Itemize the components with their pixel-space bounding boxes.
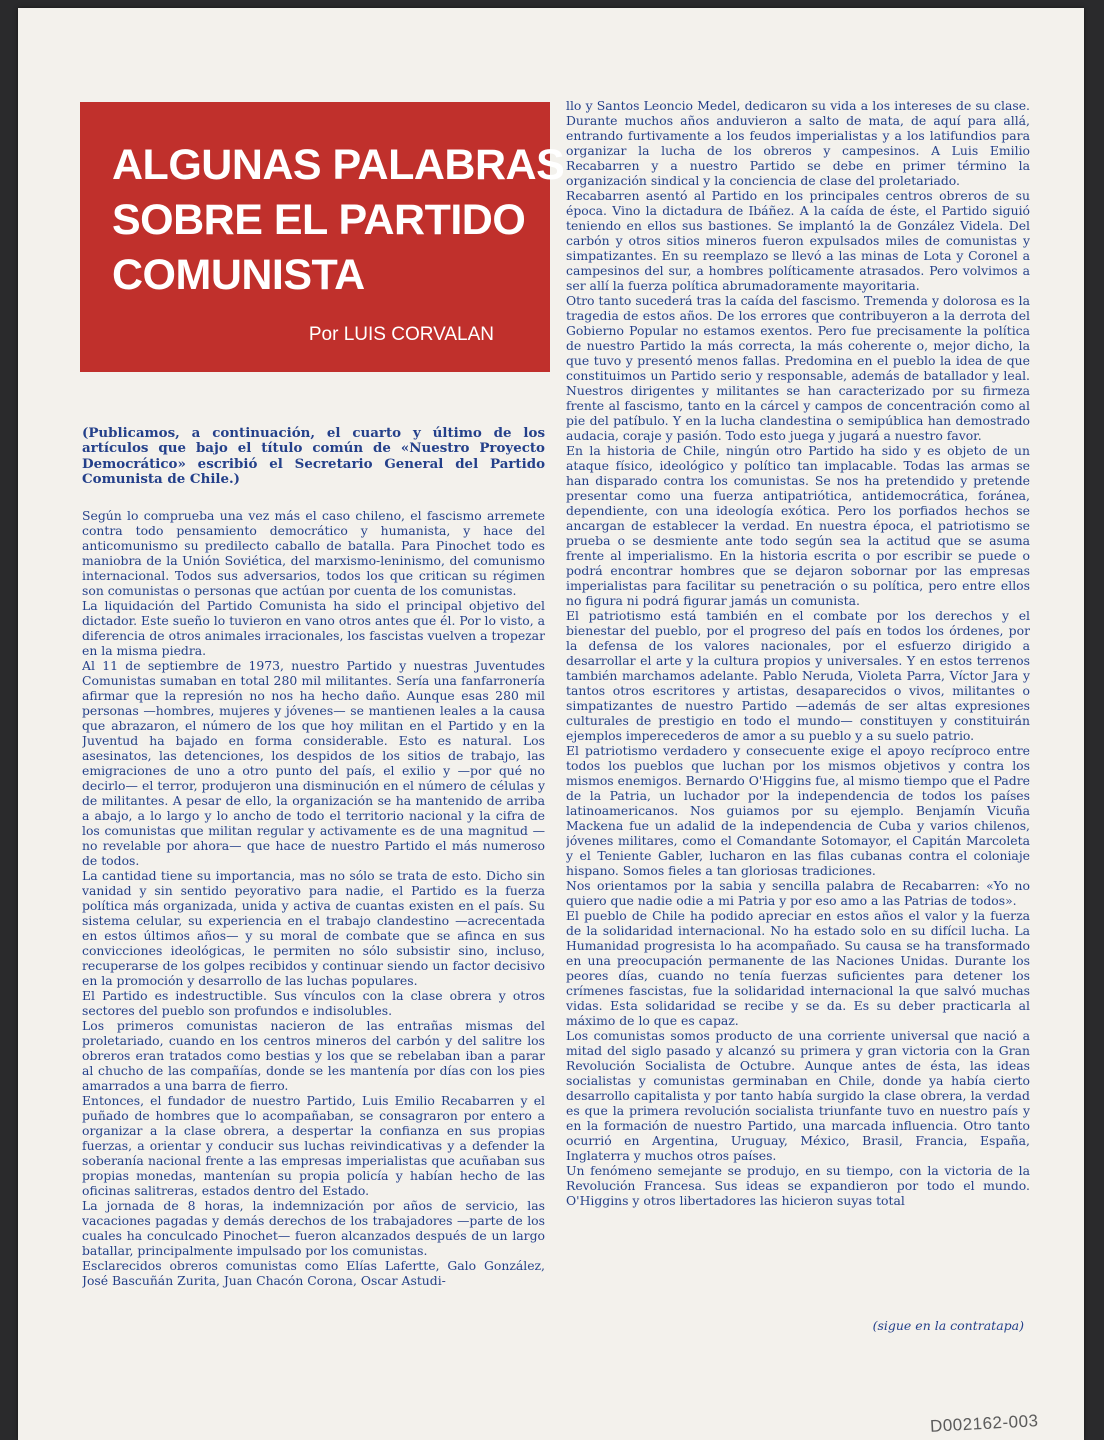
body-paragraph: llo y Santos Leoncio Medel, dedicaron su vida a los intereses de su clase. Durante muchos años anduvieron a salto de mata, de aquí para allá, entrando furtivamente a los feudos imperialistas y a los latifundios para organizar la lucha de los obreros y campesinos. A Luis Emilio Recabarren y a nuestro Partido se debe en primer término la organización sindical y la conciencia de clase del proletariado.: [566, 98, 1030, 188]
body-paragraph: La cantidad tiene su importancia, mas no sólo se trata de esto. Dicho sin vanidad y sin sentido peyorativo para nadie, el Partido es la fuerza política más organizada, unida y activa de cuantas existen en el país. Su sistema celular, su experiencia en el trabajo clandestino —acrecentada en estos últimos años— y su moral de combate que se afinca en sus convicciones ideológicas, le permiten no sólo subsistir sino, incluso, recuperarse de los golpes recibidos y continuar siendo un factor decisivo en la promoción y desarrollo de las luchas populares.: [82, 867, 545, 988]
body-paragraph: Entonces, el fundador de nuestro Partido, Luis Emilio Recabarren y el puñado de hombres que lo acompañaban, se consagraron por entero a organizar a la clase obrera, a despertar la confianza en sus propias fuerzas, a orientar y conducir sus luchas reivindicativas y a defender la soberanía nacional frente a las empresas imperialistas que acuñaban sus propias monedas, mantenían su propia policía y habían hecho de las oficinas salitreras, estados dentro del Estado.: [82, 1092, 545, 1198]
left-column: [82, 426, 545, 1326]
title-banner: [80, 102, 565, 372]
body-paragraph: Recabarren asentó al Partido en los principales centros obreros de su época. Vino la dictadura de Ibáñez. A la caída de éste, el Partido siguió teniendo en ellos sus bastiones. Se implantó la de González Videla. Del carbón y otros sitios mineros fueron expulsados miles de comunistas y simpatizantes. En su reemplazo se llevó a las minas de Lota y Coronel a campesinos del sur, a hombres políticamente atrasados. Pero volvimos a ser allí la fuerza política abrumadoramente mayoritaria.: [566, 188, 1030, 293]
document-page: [18, 8, 1084, 1440]
title-line: COMUNISTA: [112, 251, 365, 299]
body-paragraph: Un fenómeno semejante se produjo, en su tiempo, con la victoria de la Revolución Francesa. Sus ideas se expandieron por todo el mundo. O'Higgins y otros libertadores las hicieron suyas total: [566, 1163, 1030, 1208]
body-paragraph: La liquidación del Partido Comunista ha sido el principal objetivo del dictador. Este sueño lo tuvieron en vano otros antes que él. Por lo visto, a diferencia de otros animales irracionales, los fascistas vuelven a tropezar en la misma piedra.: [82, 597, 545, 658]
body-paragraph: En la historia de Chile, ningún otro Partido ha sido y es objeto de un ataque físico, ideológico y político tan implacable. Todas las armas se han disparado contra los comunistas. Se nos ha pretendido y pretende presentar como una fuerza antipatriótica, antidemocrática, foránea, dependiente, con una ideología exótica. Pero los porfiados hechos se ancargan de establecer la verdad. En nuestra época, el patriotismo se prueba o se desmiente ante todo según sea la actitud que se asuma frente al imperialismo. En la historia escrita o por escribir se puede o podrá encontrar hombres que se dejaron sobornar por las empresas imperialistas para facilitar su penetración o su política, pero entre ellos no figura ni podrá figurar jamás un comunista.: [566, 443, 1030, 608]
right-column: [566, 98, 1030, 1328]
continued-note: (sigue en la contratapa): [872, 1318, 1024, 1333]
body-paragraph: Otro tanto sucederá tras la caída del fascismo. Tremenda y dolorosa es la tragedia de estos años. De los errores que contribuyeron a la derrota del Gobierno Popular no estamos exentos. Pero fue precisamente la política de nuestro Partido la más correcta, la más coherente o, mejor dicho, la que tuvo y presentó menos fallas. Predomina en el pueblo la idea de que constituimos un Partido serio y responsable, además de batallador y leal. Nuestros dirigentes y militantes se han caracterizado por su firmeza frente al fascismo, tanto en la cárcel y campos de concentración como al pie del patíbulo. Y en la lucha clandestina o semipública han demostrado audacia, coraje y pasión. Todo esto juega y jugará a nuestro favor.: [566, 293, 1030, 443]
title-line: ALGUNAS PALABRAS: [112, 141, 565, 189]
body-paragraph: El Partido es indestructible. Sus vínculos con la clase obrera y otros sectores del pueblo son profundos e indisolubles.: [82, 987, 545, 1018]
title-line: SOBRE EL PARTIDO: [112, 196, 526, 244]
body-paragraph: Los comunistas somos producto de una corriente universal que nació a mitad del siglo pasado y alcanzó su primera y gran victoria con la Gran Revolución Socialista de Octubre. Aunque antes de ésta, las ideas socialistas y comunistas germinaban en Chile, donde ya había cierto desarrollo capitalista y por tanto había surgido la clase obrera, la verdad es que la primera revolución socialista triunfante tuvo en nuestro país y en la formación de nuestro Partido, una marcada influencia. Otro tanto ocurrió en Argentina, Uruguay, México, Brasil, Francia, España, Inglaterra y muchos otros países.: [566, 1028, 1030, 1163]
catalog-number: D002162-003: [929, 1411, 1039, 1436]
body-paragraph: Esclarecidos obreros comunistas como Elías Lafertte, Galo González, José Bascuñán Zurita, Juan Chacón Corona, Oscar Astudi-: [82, 1257, 545, 1288]
body-paragraph: El patriotismo está también en el combate por los derechos y el bienestar del pueblo, por el progreso del país en todos los órdenes, por la defensa de los valores nacionales, por el esfuerzo dirigido a desarrollar el arte y la cultura propios y universales. Y en estos terrenos también marchamos adelante. Pablo Neruda, Violeta Parra, Víctor Jara y tantos otros escritores y artistas, desaparecidos o vivos, militantes o simpatizantes de nuestro Partido —además de ser altas expresiones culturales de prestigio en todo el mundo— constituyen y constituirán ejemplos imperecederos de amor a su pueblo y a su suelo patrio.: [566, 608, 1030, 743]
right-paragraphs: [566, 98, 1030, 1208]
body-paragraph: El patriotismo verdadero y consecuente exige el apoyo recíproco entre todos los pueblos que luchan por los mismos objetivos y contra los mismos enemigos. Bernardo O'Higgins fue, al mismo tiempo que el Padre de la Patria, un luchador por la independencia de todos los países latinoamericanos. Nos guiamos por su ejemplo. Benjamín Vicuña Mackena fue un adalid de la independencia de Cuba y varios chilenos, jóvenes militares, como el Comandante Sotomayor, el Capitán Marcoleta y el Teniente Gabler, lucharon en las filas cubanas contra el coloniaje hispano. Somos fieles a tan gloriosas tradiciones.: [566, 743, 1030, 878]
body-paragraph: Al 11 de septiembre de 1973, nuestro Partido y nuestras Juventudes Comunistas sumaban en total 280 mil militantes. Sería una fanfarronería afirmar que la represión no nos ha hecho daño. Aunque esas 280 mil personas —hombres, mujeres y jóvenes— se mantienen leales a la causa que abrazaron, el número de los que hoy militan en el Partido y en la Juventud ha bajado en forma considerable. Esto es natural. Los asesinatos, las detenciones, los despidos de los sitios de trabajo, las emigraciones de uno a otro punto del país, el exilio y —por qué no decirlo— el terror, produjeron una disminución en el número de células y de militantes. A pesar de ello, la organización se ha mantenido de arriba a abajo, a lo largo y lo ancho de todo el territorio nacional y la cifra de los comunistas que militan regular y activamente es de una magnitud —no revelable por ahora— que hace de nuestro Partido el más numeroso de todos.: [82, 657, 545, 868]
body-paragraph: El pueblo de Chile ha podido apreciar en estos años el valor y la fuerza de la solidaridad internacional. No ha estado solo en su difícil lucha. La Humanidad progresista lo ha acompañado. Su causa se ha transformado en una preocupación permanente de las Naciones Unidas. Durante los peores días, cuando no tenía fuerzas suficientes para detener los crímenes fascistas, fue la solidaridad internacional la que salvó muchas vidas. Esta solidaridad se recibe y se da. Es su deber practicarla al máximo de lo que es capaz.: [566, 908, 1030, 1028]
editorial-intro: (Publicamos, a continuación, el cuarto y último de los artículos que bajo el título común de «Nuestro Proyecto Democrático» escribió el Secretario General del Partido Comunista de Chile.): [82, 426, 545, 488]
body-paragraph: La jornada de 8 horas, la indemnización por años de servicio, las vacaciones pagadas y demás derechos de los trabajadores —parte de los cuales ha conculcado Pinochet— fueron alcanzados después de un largo batallar, principalmente impulsado por los comunistas.: [82, 1197, 545, 1258]
body-paragraph: Los primeros comunistas nacieron de las entrañas mismas del proletariado, cuando en los centros mineros del carbón y del salitre los obreros eran tratados como bestias y los que se rebelaban iban a parar al chucho de las compañías, donde se les mantenía por días con los pies amarrados a una barra de fierro.: [82, 1017, 545, 1093]
body-paragraph: Según lo comprueba una vez más el caso chileno, el fascismo arremete contra todo pensamiento democrático y humanista, y hace del anticomunismo su predilecto caballo de batalla. Para Pinochet todo es maniobra de la Unión Soviética, del marxismo-leninismo, del comunismo internacional. Todos sus adversarios, todos los que critican su régimen son comunistas o personas que actúan por cuenta de los comunistas.: [82, 507, 545, 598]
author-byline: Por LUIS CORVALAN: [308, 324, 494, 345]
body-paragraph: Nos orientamos por la sabia y sencilla palabra de Recabarren: «Yo no quiero que nadie odie a mi Patria y por eso amo a las Patrias de todos».: [566, 878, 1030, 908]
left-paragraphs: [82, 508, 545, 1288]
